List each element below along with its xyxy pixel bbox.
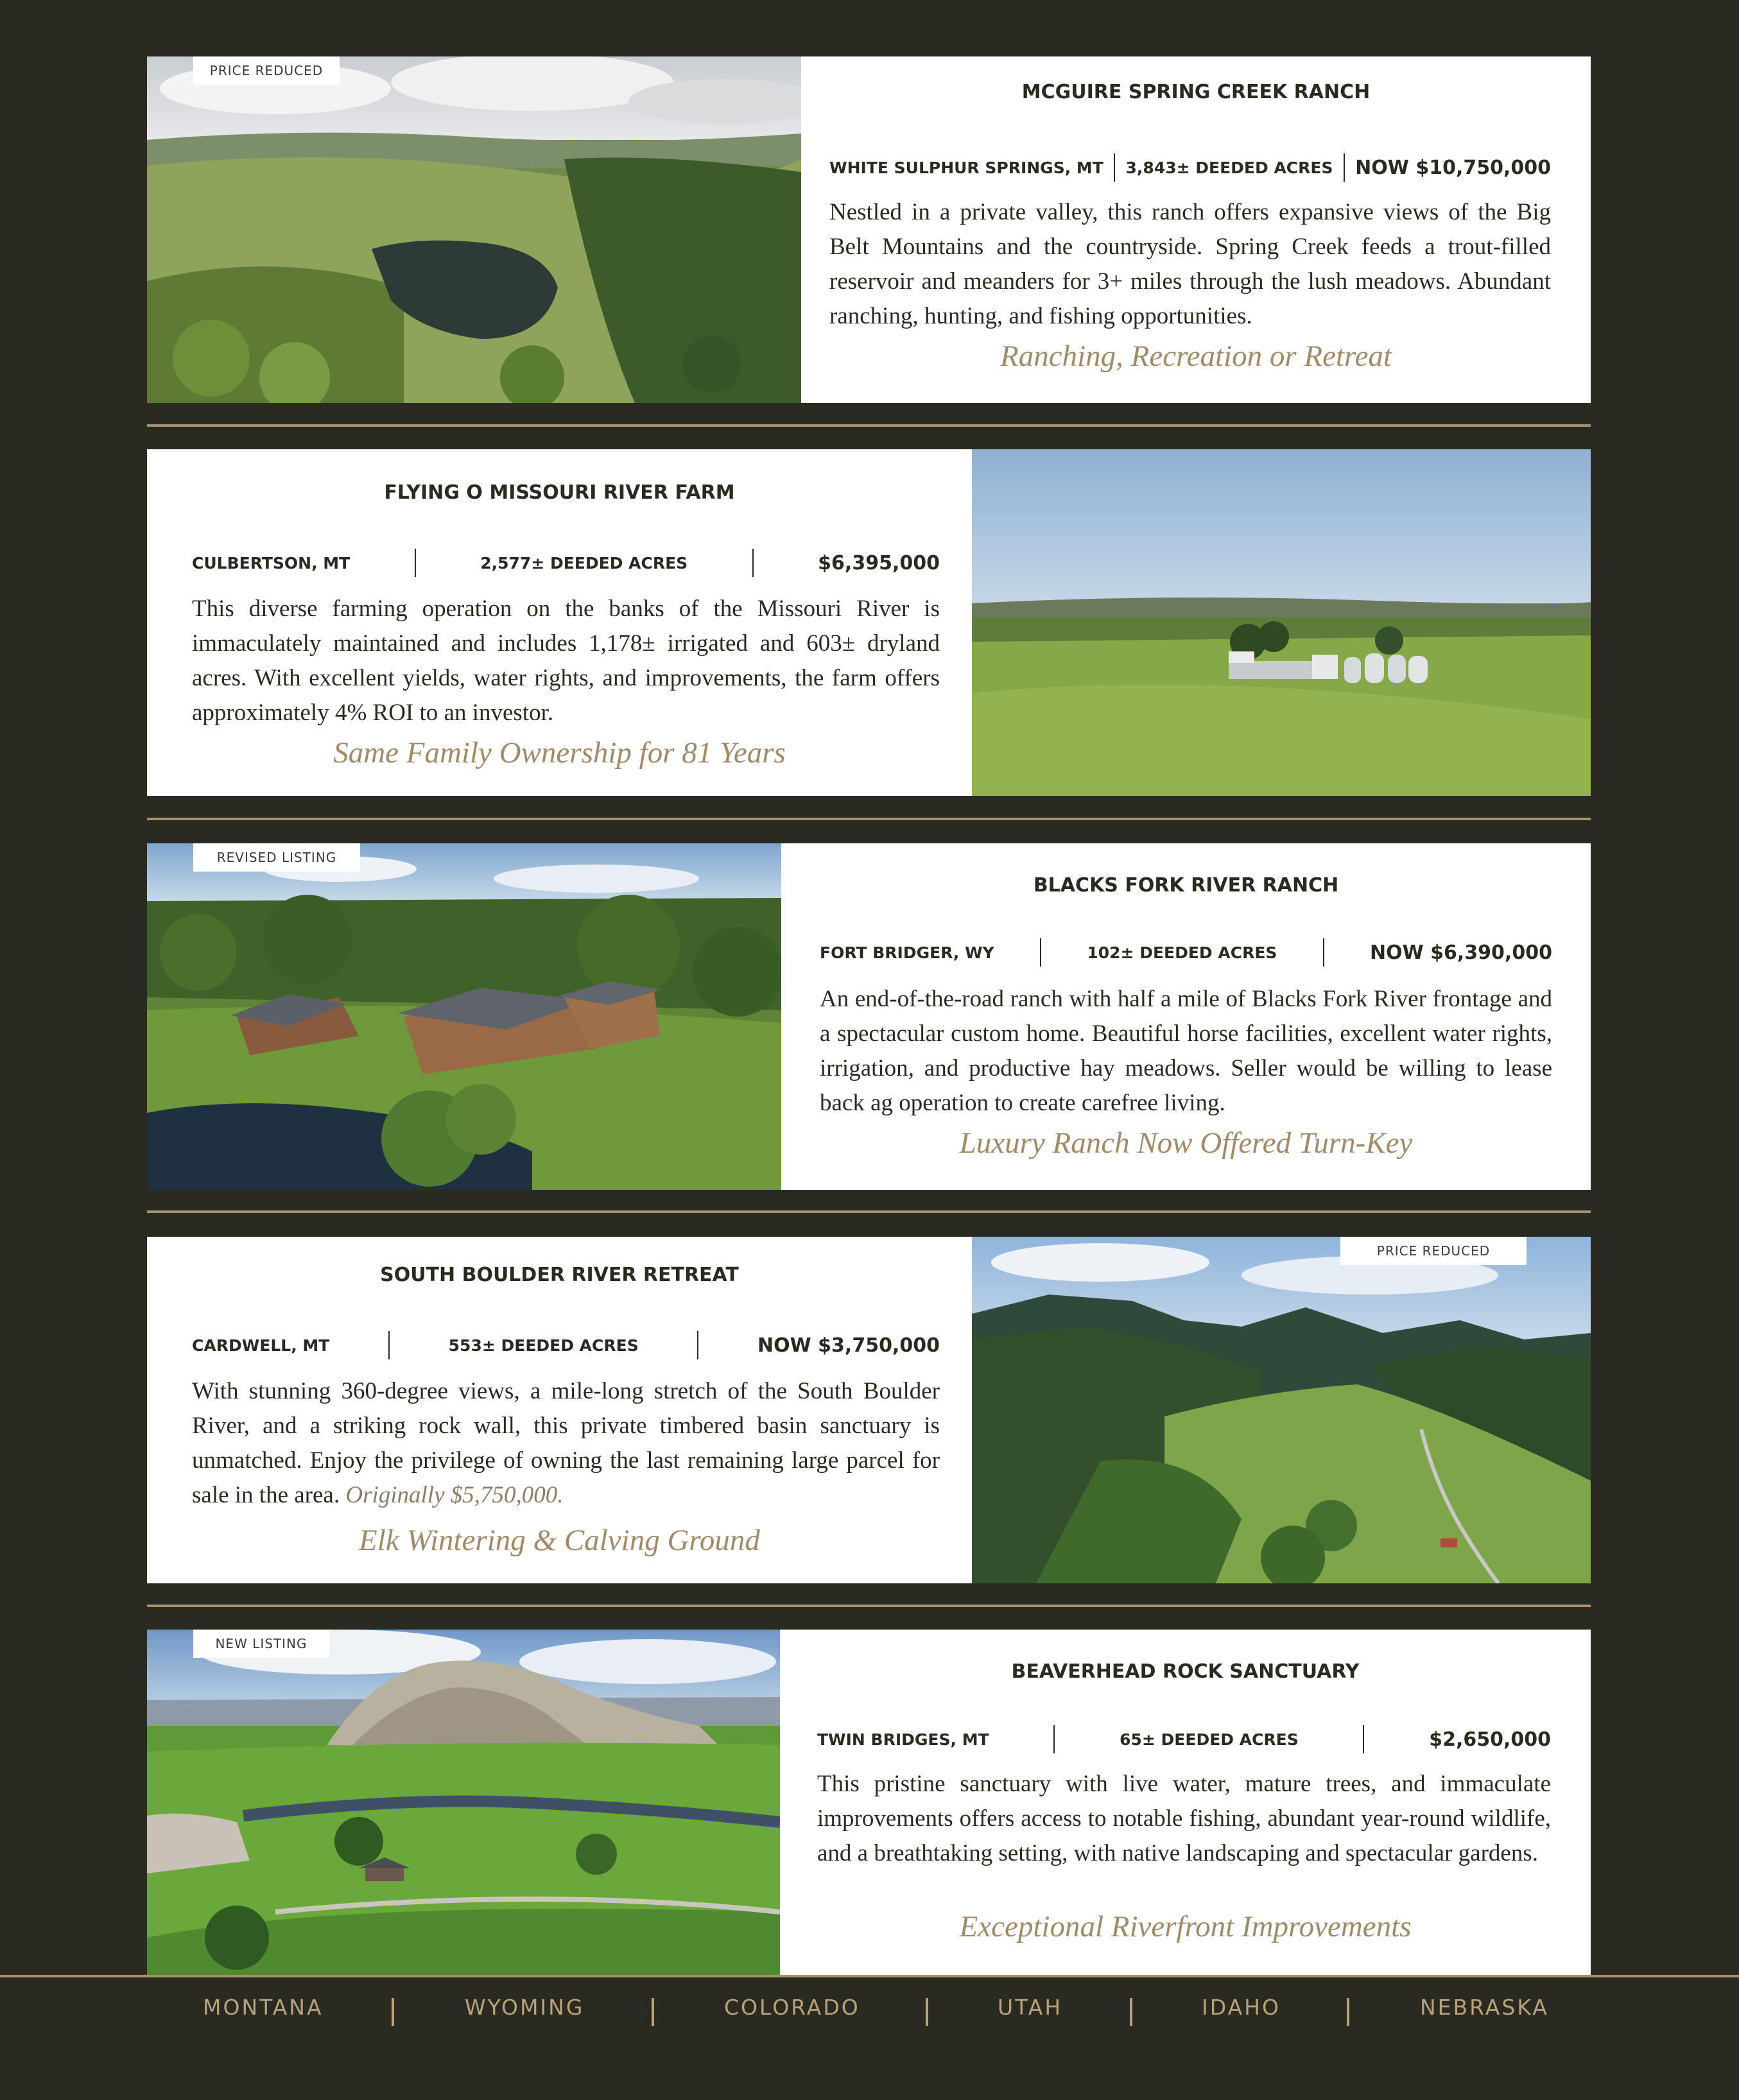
listing-card-south-boulder[interactable] [147,1237,1591,1583]
listing-info [147,449,972,796]
listing-acres: 102± DEEDED ACRES [1087,943,1277,962]
meta-divider [697,1331,698,1359]
listing-location: TWIN BRIDGES, MT [817,1730,989,1749]
listing-price: NOW $3,750,000 [757,1334,940,1357]
meta-divider [752,549,754,577]
listing-description: An end-of-the-road ranch with half a mile of Blacks Fork River frontage and a spectacular custom home. Beautiful horse facilities, excellent water rights, irrigation, and productive hay meadows. Seller would be willing to lease back ag operation to create carefree living. [820,986,1552,1116]
footer-state-montana[interactable]: MONTANA [203,1995,324,2020]
section-divider [147,424,1591,427]
listing-meta [817,1723,1551,1755]
listing-tagline: Same Family Ownership for 81 Years [333,736,786,770]
listing-card-beaverhead[interactable] [147,1630,1591,1976]
status-badge: NEW LISTING [193,1630,329,1658]
status-badge: PRICE REDUCED [193,56,340,85]
listing-info [781,843,1591,1190]
listing-location: WHITE SULPHUR SPRINGS, MT [829,158,1103,177]
footer-separator [392,1998,394,2026]
original-price-note: Originally $5,750,000. [345,1482,564,1508]
listing-description: This pristine sanctuary with live water, mature trees, and immaculate improvements offers access to notable fishing, abundant year-round wildlife, and a breathtaking setting, with native landscaping and spectacular gardens. [817,1771,1551,1866]
landscape-photo-farm-silos [972,449,1591,796]
landscape-photo-mountain-valley [972,1237,1591,1583]
listing-acres: 553± DEEDED ACRES [448,1336,639,1355]
listing-description: This diverse farming operation on the banks of the Missouri River is immaculately maintained and includes 1,178± irrigated and 603± dryland acres. With excellent yields, water rights, and improvements, the farm offers approximately 4% ROI to an investor. [192,596,940,726]
listing-title: BLACKS FORK RIVER RANCH [1033,874,1339,897]
listing-tagline: Luxury Ranch Now Offered Turn-Key [959,1126,1413,1160]
listing-meta [820,936,1552,968]
listing-title: FLYING O MISSOURI RIVER FARM [384,481,735,504]
listing-meta [192,1329,940,1361]
listing-price: NOW $10,750,000 [1355,156,1551,179]
footer-state-utah[interactable]: UTAH [998,1995,1063,2020]
listing-photo[interactable] [147,56,801,403]
meta-divider [1323,938,1324,967]
listing-info [780,1630,1591,1976]
footer-divider [0,1975,1739,1977]
listing-acres: 65± DEEDED ACRES [1120,1730,1299,1749]
listing-acres: 2,577± DEEDED ACRES [480,553,688,572]
listing-photo[interactable] [147,843,781,1190]
listing-meta [192,547,940,579]
listing-description [192,1374,940,1513]
listing-title: MCGUIRE SPRING CREEK RANCH [1021,81,1371,103]
listing-tagline: Elk Wintering & Calving Ground [359,1524,760,1557]
listing-location: CULBERTSON, MT [192,553,350,572]
footer-separator [1347,1998,1349,2026]
section-divider [147,818,1591,820]
listing-price: $6,395,000 [818,551,940,574]
footer-separator [652,1998,654,2026]
listing-card-flying-o[interactable] [147,449,1591,796]
listing-title: SOUTH BOULDER RIVER RETREAT [380,1264,739,1286]
meta-divider [415,549,416,577]
landscape-photo-valley-reservoir [147,56,801,403]
listing-tagline: Exceptional Riverfront Improvements [959,1910,1412,1943]
listing-acres: 3,843± DEEDED ACRES [1125,158,1333,177]
footer-state-idaho[interactable]: IDAHO [1202,1995,1281,2020]
listing-meta [829,151,1551,184]
listing-info [801,56,1591,403]
status-badge: REVISED LISTING [193,843,360,872]
listing-location: FORT BRIDGER, WY [820,943,994,962]
meta-divider [1344,153,1345,182]
listing-price: $2,650,000 [1429,1728,1551,1751]
listing-description-text: With stunning 360-degree views, a mile-long stretch of the South Boulder River, and a striking rock wall, this private timbered basin sanctuary is unmatched. Enjoy the privilege of owning the last remaining large parcel for sale in the area. [192,1378,940,1508]
landscape-photo-lodge-pond [147,843,781,1190]
listing-info [147,1237,972,1583]
footer-state-wyoming[interactable]: WYOMING [465,1995,585,2020]
landscape-photo-rock-riverfront [147,1630,780,1976]
section-divider [147,1210,1591,1213]
listing-title: BEAVERHEAD ROCK SANCTUARY [1011,1660,1360,1683]
listing-card-blacks-fork[interactable] [147,843,1591,1190]
footer-separator [1130,1998,1132,2026]
meta-divider [1114,153,1115,182]
meta-divider [1053,1725,1055,1753]
listing-tagline: Ranching, Recreation or Retreat [1000,340,1392,373]
listing-photo[interactable] [972,1237,1591,1583]
meta-divider [1363,1725,1364,1753]
listing-price: NOW $6,390,000 [1370,941,1552,964]
section-divider [147,1605,1591,1607]
meta-divider [388,1331,390,1359]
footer-state-nebraska[interactable]: NEBRASKA [1420,1995,1549,2020]
meta-divider [1040,938,1041,967]
footer-state-colorado[interactable]: COLORADO [724,1995,860,2020]
listing-card-mcguire[interactable] [147,56,1591,403]
listing-photo[interactable] [147,1630,780,1976]
listing-photo[interactable] [972,449,1591,796]
listing-description: Nestled in a private valley, this ranch offers expansive views of the Big Belt Mountains and the countryside. Spring Creek feeds a trout-filled reservoir and meanders for 3+ miles through the lush meadows. Abundant ranching, hunting, and fishing opportunities. [829,199,1551,329]
status-badge: PRICE REDUCED [1340,1237,1527,1265]
listing-location: CARDWELL, MT [192,1336,330,1355]
footer-separator [926,1998,928,2026]
